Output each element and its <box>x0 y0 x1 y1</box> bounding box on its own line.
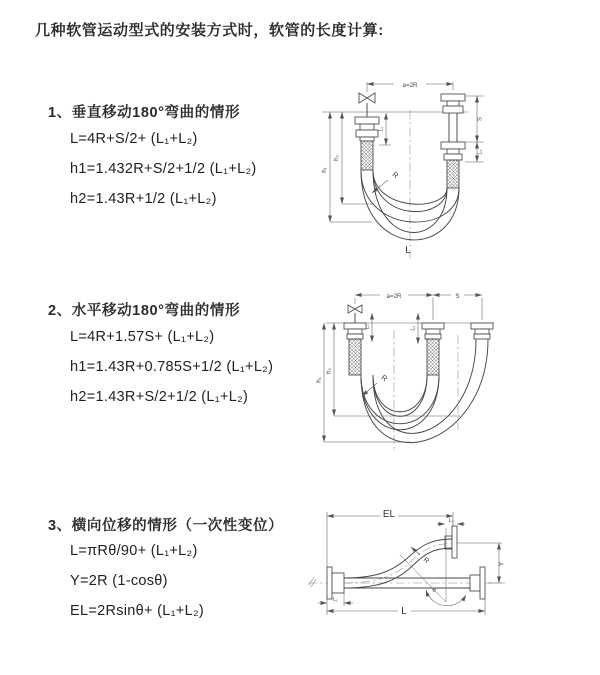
valve-icon <box>359 93 375 103</box>
d3-dim-label-y: Y <box>498 561 506 567</box>
d1-dim-label-a2r: a=2R <box>402 82 418 89</box>
d3-radius-label: R <box>421 556 431 566</box>
section-1-heading: 1、垂直移动180°弯曲的情形 <box>48 105 241 121</box>
section-1-formula-h1: h1=1.432R+S/2+1/2 (L₁+L₂) <box>70 161 257 177</box>
d2-dim-label-h2: h₂ <box>325 368 333 374</box>
d3-dimensions <box>318 507 506 617</box>
diagram-vertical-180-bend <box>310 70 600 270</box>
d2-left-pipe <box>344 305 366 375</box>
page-title: 几种软管运动型式的安装方式时，软管的长度计算: <box>35 22 384 39</box>
d2-dim-label-a2r: a=2R <box>386 293 402 300</box>
section-1-formula-l: L=4R+S/2+ (L₁+L₂) <box>70 131 198 147</box>
d2-middle-hose <box>427 339 439 375</box>
valve-icon <box>348 305 362 313</box>
section-2-formula-l: L=4R+1.57S+ (L₁+L₂) <box>70 329 215 345</box>
d1-right-pipe <box>441 94 465 188</box>
d1-radius-label: R <box>390 169 401 181</box>
d1-dim-label-l2: L₂ <box>477 149 484 155</box>
break-mark <box>309 577 316 587</box>
d2-middle-pipe <box>422 323 444 375</box>
d3-theta-label: θ <box>432 587 436 594</box>
d3-dim-label-el: EL <box>382 509 396 520</box>
d1-left-hose <box>361 141 373 170</box>
section-1-formula-h2: h2=1.43R+1/2 (L₁+L₂) <box>70 191 217 207</box>
section-3-formula-el: EL=2Rsinθ+ (L₁+L₂) <box>70 603 205 619</box>
section-3-heading: 3、横向位移的情形（一次性变位） <box>48 518 284 534</box>
d2-dim-label-h1: h₁ <box>315 377 323 383</box>
d1-dim-label-s: S <box>476 116 484 122</box>
section-2-formula-h2: h2=1.43R+S/2+1/2 (L₁+L₂) <box>70 389 249 405</box>
d1-centerlines <box>322 110 468 260</box>
d1-dim-label-h1: h₁ <box>321 167 328 173</box>
d1-right-hose <box>447 160 459 188</box>
d2-top-dimensions <box>355 291 482 320</box>
d1-dim-label-h2: h₂ <box>333 155 340 161</box>
d1-dim-label-l1: L₁ <box>378 126 385 132</box>
d1-length-label: L <box>405 245 411 256</box>
section-2-formula-h1: h1=1.43R+0.785S+1/2 (L₁+L₂) <box>70 359 274 375</box>
d2-u-hose-curves <box>361 339 488 443</box>
d2-radius-label: R <box>379 372 390 384</box>
d3-dim-label-l1-bottom: L₁ <box>333 597 338 603</box>
section-3-formula-y: Y=2R (1-cosθ) <box>70 573 168 589</box>
d3-s-hose <box>344 539 452 588</box>
section-2-heading: 2、水平移动180°弯曲的情形 <box>48 303 241 319</box>
d3-left-flange <box>327 567 344 599</box>
d3-displaced-flange <box>445 526 457 558</box>
d3-dim-label-l: L <box>401 606 407 617</box>
d2-right-pipe <box>471 323 493 339</box>
d2-dim-label-l2: L₂ <box>410 325 417 331</box>
diagram-horizontal-180-bend <box>310 280 600 470</box>
d2-dim-label-l1: L₁ <box>364 324 371 330</box>
d1-left-pipe <box>355 93 379 170</box>
d2-dim-label-s: S <box>455 293 460 300</box>
section-3-formula-l: L=πRθ/90+ (L₁+L₂) <box>70 543 198 559</box>
d3-dim-label-l1-top: L₁ <box>448 518 454 524</box>
d2-left-hose <box>349 339 361 375</box>
diagram-lateral-displacement <box>300 498 600 663</box>
